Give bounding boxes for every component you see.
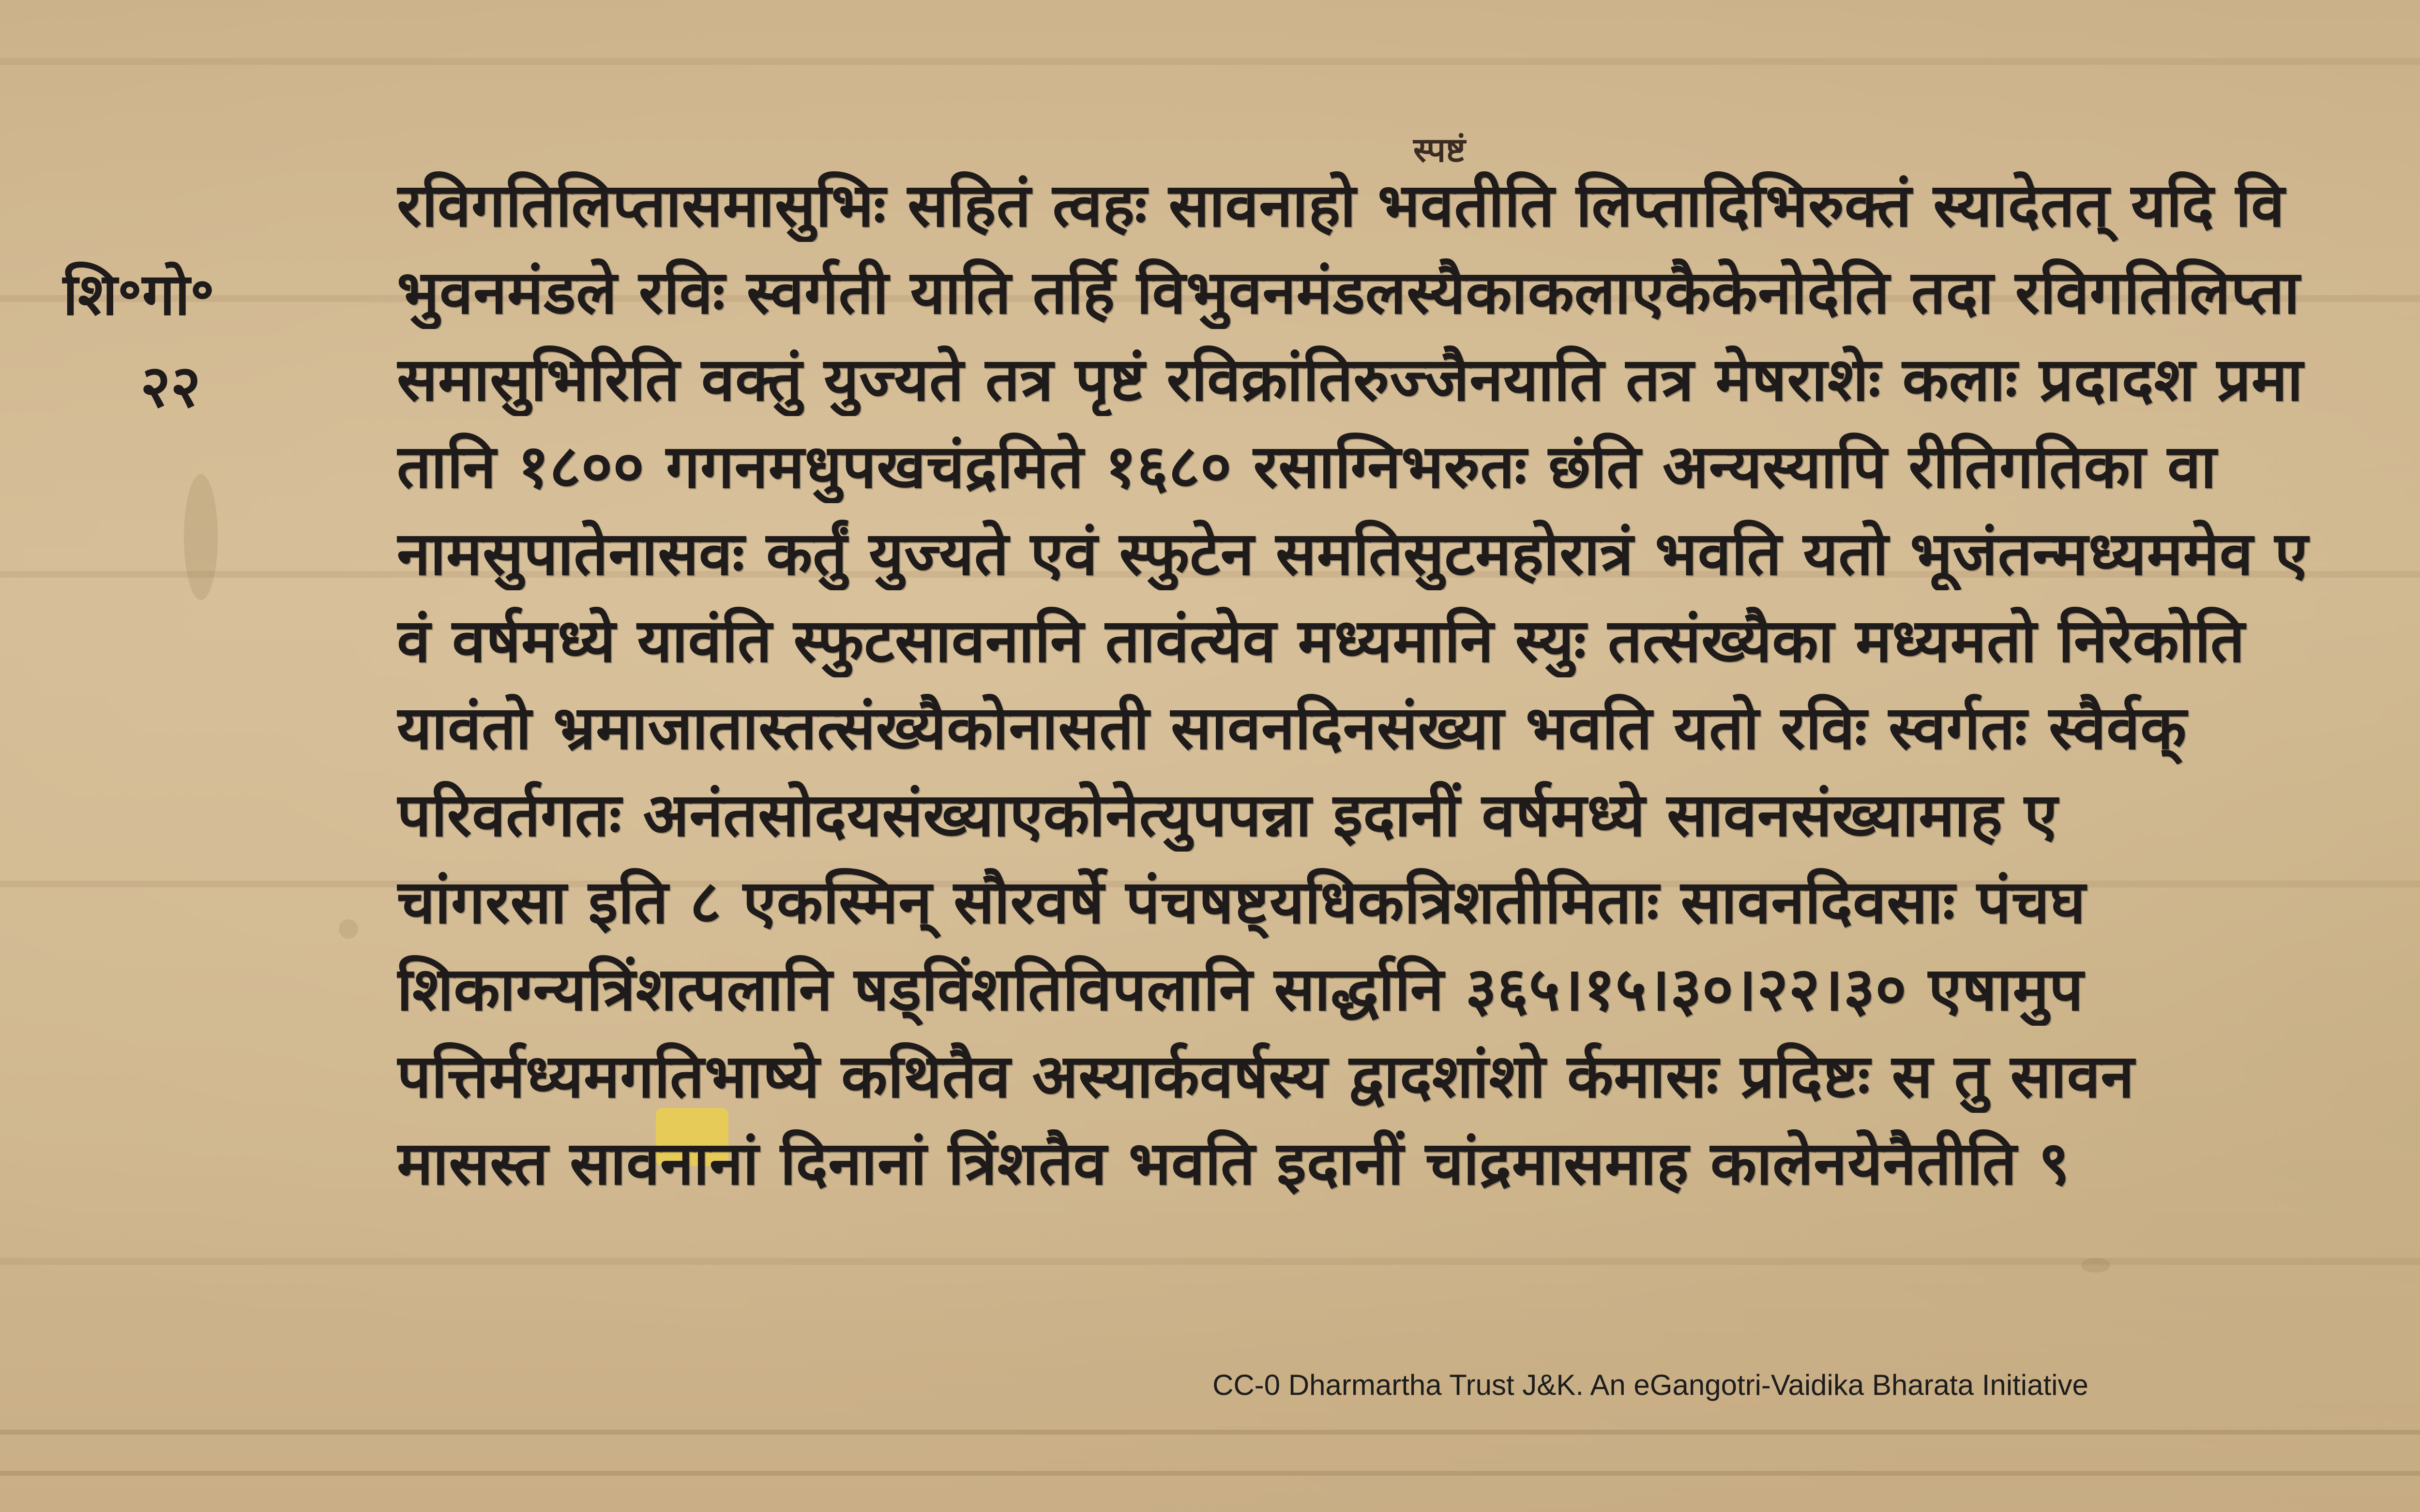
ink-speck [339, 919, 358, 939]
manuscript-line: मासस्त सावनानां दिनानां त्रिंशतैव भवति इदानीं चांद्रमासमाह कालेनयेनैतीति ९ [397, 1129, 2071, 1198]
manuscript-line: तानि १८०० गगनमधुपखचंद्रमिते १६८० रसाग्निभरुतः छंति अन्यस्यापि रीतिगतिका वा [397, 432, 2217, 502]
paper-fiber [0, 1258, 2420, 1265]
manuscript-line: समासुभिरिति वक्तुं युज्यते तत्र पृष्टं रविक्रांतिरुज्जैनयाति तत्र मेषराशेः कलाः प्रदादश प्रमा [397, 345, 2303, 415]
ink-smudge [184, 474, 218, 600]
paper-fold [0, 1430, 2420, 1435]
manuscript-line: चांगरसा इति ८ एकस्मिन् सौरवर्षे पंचषष्ट्यधिकत्रिशतीमिताः सावनदिवसाः पंचघ [397, 868, 2086, 937]
paper-fiber [0, 58, 2420, 65]
manuscript-line: नामसुपातेनासवः कर्तुं युज्यते एवं स्फुटेन समतिसुटमहोरात्रं भवति यतो भूजंतन्मध्यममेव ए [397, 519, 2309, 589]
manuscript-line: भुवनमंडले रविः स्वर्गती याति तर्हि विभुवनमंडलस्यैकाकलाएकैकेनोदेति तदा रविगतिलिप्ता [397, 258, 2300, 328]
margin-label: शि॰गो॰ [63, 261, 215, 329]
manuscript-line: रविगतिलिप्तासमासुभिः सहितं त्वहः सावनाहो भवतीति लिप्तादिभिरुक्तं स्यादेतत् यदि वि [397, 171, 2285, 240]
ink-speck [2081, 1258, 2110, 1272]
paper-fold [0, 1471, 2420, 1476]
manuscript-line: वं वर्षमध्ये यावंति स्फुटसावनानि तावंत्येव मध्यमानि स्युः तत्संख्यैका मध्यमतो निरेकोति [397, 606, 2245, 676]
manuscript-line: शिकाग्न्यत्रिंशत्पलानि षड्विंशतिविपलानि सार्द्धानि ३६५।१५।३०।२२।३० एषामुप [397, 955, 2084, 1024]
manuscript-text-block [397, 169, 2420, 1214]
header-mark: स्पष्टं [1413, 130, 1466, 170]
manuscript-line: परिवर्तगतः अनंतसोदयसंख्याएकोनेत्युपपन्ना इदानीं वर्षमध्ये सावनसंख्यामाह ए [397, 780, 2058, 850]
margin-page-number: २२ [140, 353, 201, 420]
manuscript-line: पत्तिर्मध्यमगतिभाष्ये कथितैव अस्यार्कवर्षस्य द्वादशांशो र्कमासः प्रदिष्टः स तु सावन [397, 1042, 2135, 1111]
manuscript-line: यावंतो भ्रमाजातास्तत्संख्यैकोनासती सावनदिनसंख्या भवति यतो रविः स्वर्गतः स्वैर्वक् [397, 693, 2187, 763]
footer-credit: CC-0 Dharmartha Trust J&K. An eGangotri-Vaidika Bharata Initiative [1212, 1369, 2088, 1401]
